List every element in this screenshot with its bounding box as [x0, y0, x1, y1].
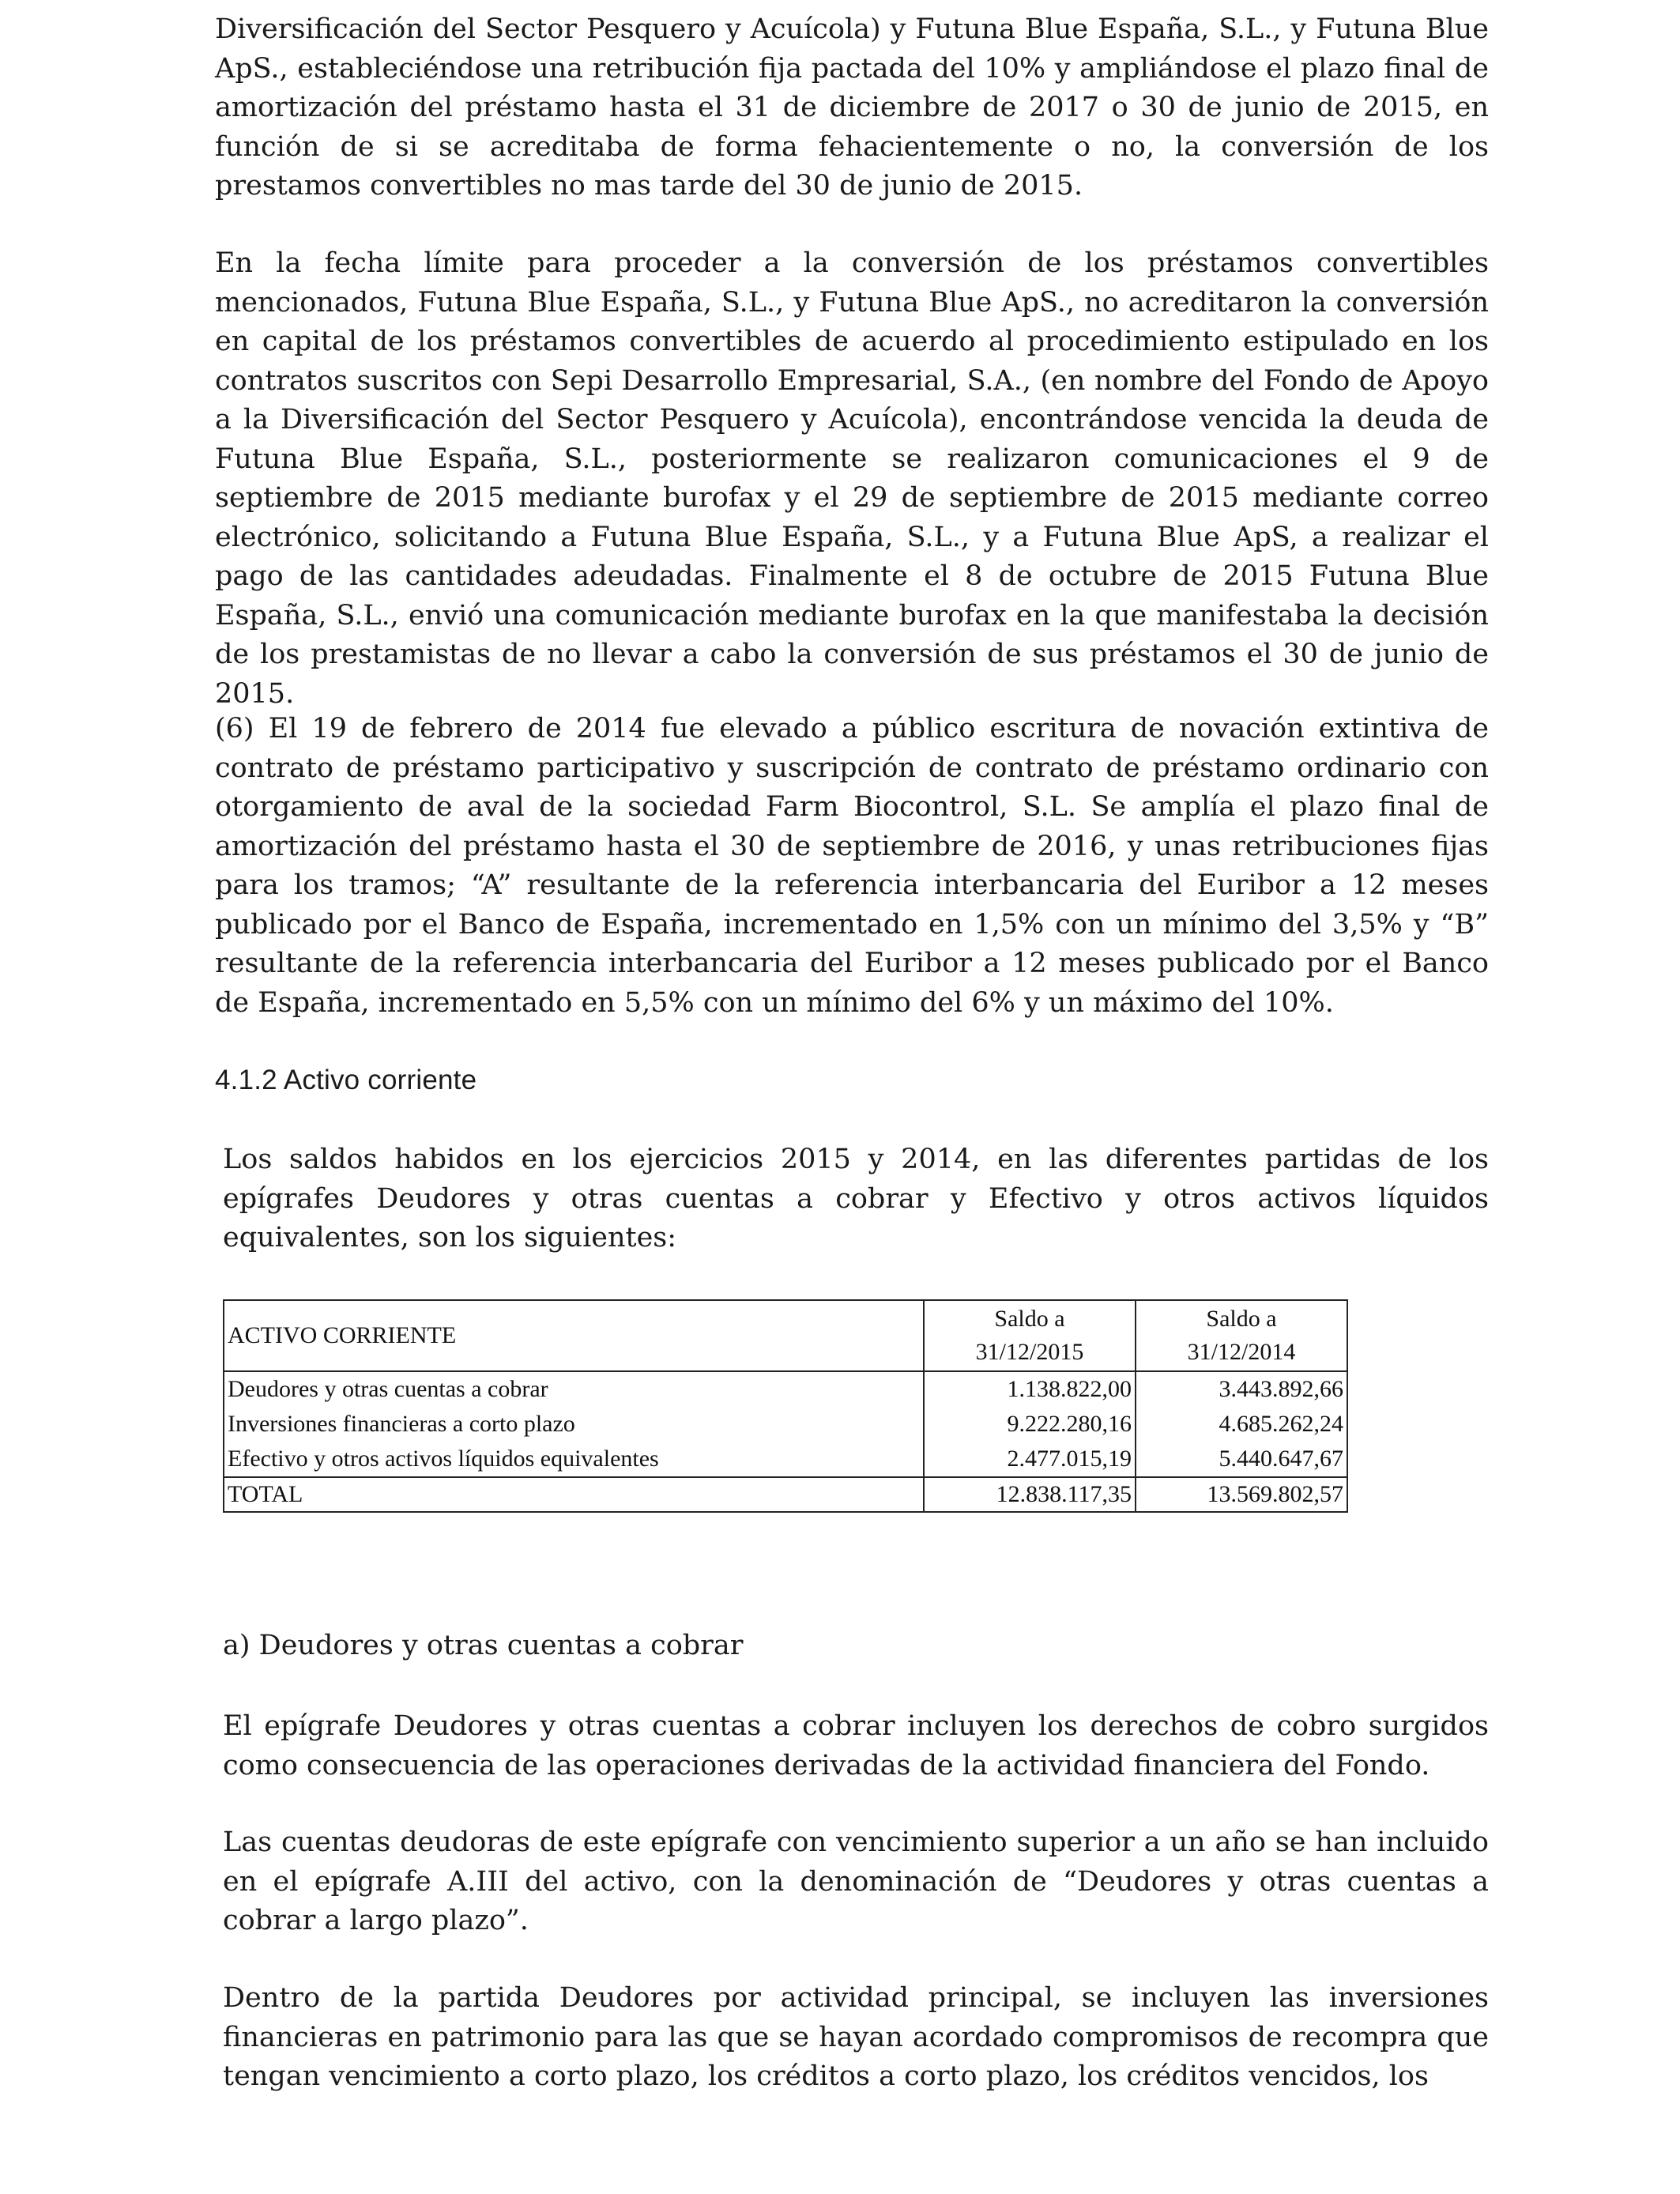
table-total-row: [224, 1477, 1347, 1512]
header-label: ACTIVO CORRIENTE: [224, 1300, 924, 1371]
paragraph-saldos-intro: Los saldos habidos en los ejercicios 2015 y 2014, en las diferentes partidas de los epígrafes Deudores y otras cuentas a cobrar y Efectivo y otros activos líquidos equivalentes, son los siguientes:: [223, 1144, 1489, 1253]
paragraph-conversion-deadline: En la fecha límite para proceder a la conversión de los préstamos convertibles mencionados, Futuna Blue España, S.L., y Futuna Blue ApS., no acreditaron la conversión en capital de los préstamos convertibles de acuerdo al procedimiento estipulado en los contratos suscritos con Sepi Desarrollo Empresarial, S.A., (en nombre del Fondo de Apoyo a la Diversificación del Sector Pesquero y Acuícola), encontrándose vencida la deuda de Futuna Blue España, S.L., posteriormente se realizaron comunicaciones el 9 de septiembre de 2015 mediante burofax y el 29 de septiembre de 2015 mediante correo electrónico, solicitando a Futuna Blue España, S.L., y a Futuna Blue ApS, a realizar el pago de las cantidades adeudadas. Finalmente el 8 de octubre de 2015 Futuna Blue España, S.L., envió una comunicación mediante burofax en la que manifestaba la decisión de los prestamistas de no llevar a cabo la conversión de sus préstamos el 30 de junio de 2015.: [215, 247, 1489, 710]
row-value-2014: 3.443.892,66: [1136, 1371, 1347, 1407]
header-col-2014-line2: 31/12/2014: [1187, 1339, 1296, 1365]
row-label: Efectivo y otros activos líquidos equivalentes: [224, 1442, 924, 1477]
table-header-row: [224, 1300, 1347, 1371]
row-label: Deudores y otras cuentas a cobrar: [224, 1371, 924, 1407]
paragraph-deudores-actividad: Dentro de la partida Deudores por actividad principal, se incluyen las inversiones financieras en patrimonio para las que se hayan acordado compromisos de recompra que tengan vencimiento a corto plazo, los créditos a corto plazo, los créditos vencidos, los: [223, 1982, 1489, 2092]
header-col-2014: [1136, 1300, 1347, 1371]
paragraph-loan-retribution: Diversificación del Sector Pesquero y Acuícola) y Futuna Blue España, S.L., y Futuna Blue ApS., estableciéndose una retribución fija pactada del 10% y ampliándose el plazo final de amortización del préstamo hasta el 31 de diciembre de 2017 o 30 de junio de 2015, en función de si se acreditaba de forma fehacientemente o no, la conversión de los prestamos convertibles no mas tarde del 30 de junio de 2015.: [215, 13, 1489, 202]
paragraph-epigrafe-deudores: El epígrafe Deudores y otras cuentas a cobrar incluyen los derechos de cobro surgidos como consecuencia de las operaciones derivadas de la actividad financiera del Fondo.: [223, 1710, 1489, 1781]
section-heading-activo-corriente: 4.1.2 Activo corriente: [215, 1065, 477, 1095]
row-value-2015: 9.222.280,16: [924, 1407, 1136, 1442]
subheading-deudores: a) Deudores y otras cuentas a cobrar: [223, 1630, 744, 1661]
table-row: [224, 1407, 1347, 1442]
table-row: [224, 1371, 1347, 1407]
row-value-2014: 5.440.647,67: [1136, 1442, 1347, 1477]
table-row: [224, 1442, 1347, 1477]
header-col-2015: [924, 1300, 1136, 1371]
header-col-2015-line2: 31/12/2015: [975, 1339, 1084, 1365]
paragraph-novation-note-6: (6) El 19 de febrero de 2014 fue elevado a público escritura de novación extintiva de contrato de préstamo participativo y suscripción de contrato de préstamo ordinario con otorgamiento de aval de la sociedad Farm Biocontrol, S.L. Se amplía el plazo final de amortización del préstamo hasta el 30 de septiembre de 2016, y unas retribuciones fijas para los tramos; “A” resultante de la referencia interbancaria del Euribor a 12 meses publicado por el Banco de España, incrementado en 1,5% con un mínimo del 3,5% y “B” resultante de la referencia interbancaria del Euribor a 12 meses publicado por el Banco de España, incrementado en 5,5% con un mínimo del 6% y un máximo del 10%.: [215, 713, 1489, 1019]
header-col-2015-line1: Saldo a: [994, 1306, 1065, 1332]
total-value-2014: 13.569.802,57: [1136, 1477, 1347, 1512]
row-value-2015: 1.138.822,00: [924, 1371, 1136, 1407]
row-label: Inversiones financieras a corto plazo: [224, 1407, 924, 1442]
total-label: TOTAL: [224, 1477, 924, 1512]
total-value-2015: 12.838.117,35: [924, 1477, 1136, 1512]
activo-corriente-table: [223, 1299, 1348, 1513]
header-col-2014-line1: Saldo a: [1206, 1306, 1277, 1332]
row-value-2015: 2.477.015,19: [924, 1442, 1136, 1477]
paragraph-cuentas-deudoras: Las cuentas deudoras de este epígrafe con vencimiento superior a un año se han incluido en el epígrafe A.III del activo, con la denominación de “Deudores y otras cuentas a cobrar a largo plazo”.: [223, 1826, 1489, 1936]
row-value-2014: 4.685.262,24: [1136, 1407, 1347, 1442]
